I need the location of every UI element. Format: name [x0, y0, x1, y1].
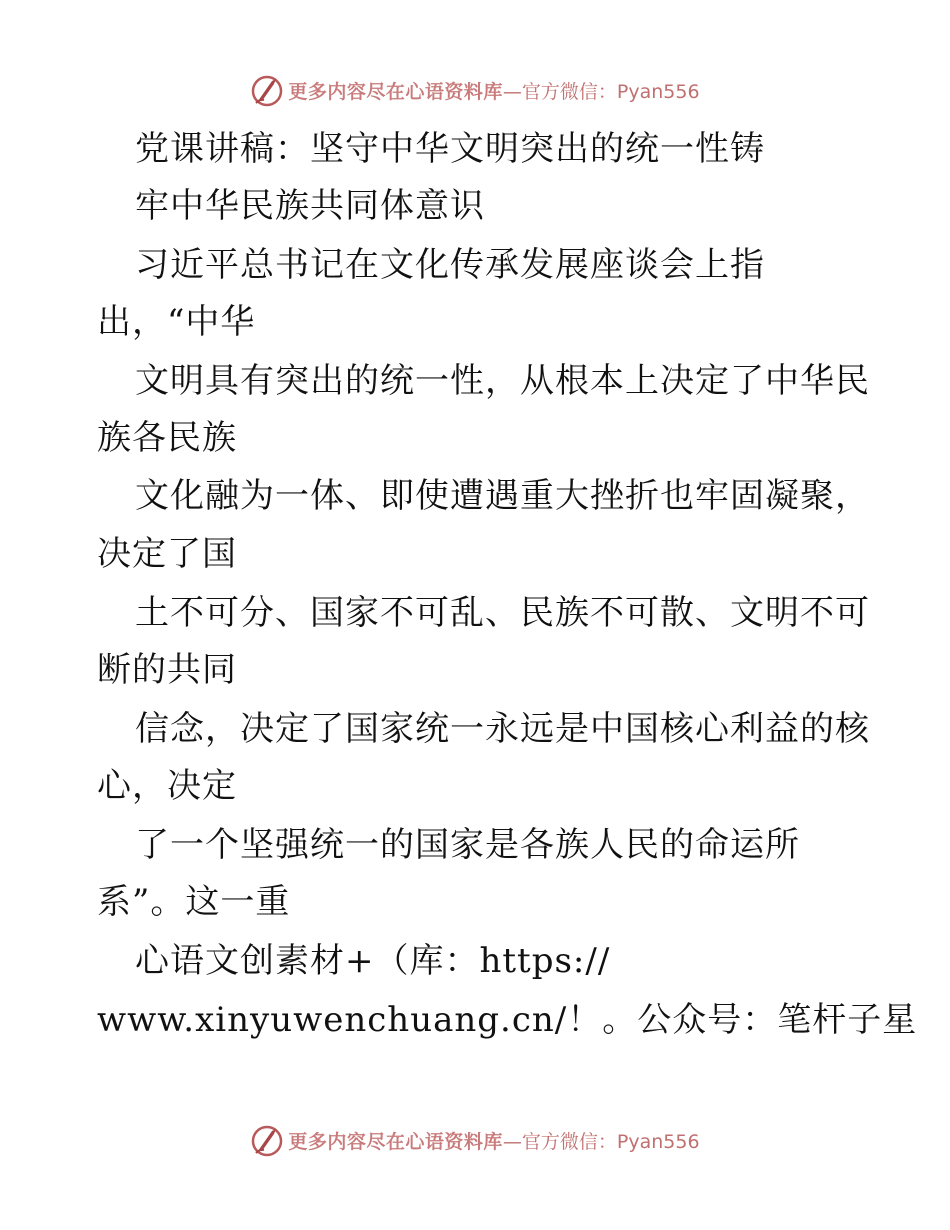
- doc-text-line: 族各民族: [97, 418, 237, 458]
- footer-watermark: [0, 1120, 950, 1160]
- doc-text-line: 习近平总书记在文化传承发展座谈会上指: [135, 245, 765, 285]
- watermark-main-text: 更多内容尽在心语资料库: [288, 80, 503, 103]
- doc-text-line: 了一个坚强统一的国家是各族人民的命运所: [135, 825, 800, 865]
- quill-pen-logo-icon: [250, 1123, 284, 1157]
- watermark-contact-text: —官方微信：Pyan556: [502, 1130, 700, 1153]
- doc-text-line: 系”。这一重: [97, 882, 291, 922]
- doc-text-line: 决定了国: [97, 534, 237, 574]
- doc-text-line: 出，“中华: [97, 302, 256, 342]
- doc-text-line: www.xinyuwenchuang.cn/！。公众号：笔杆子星: [97, 1000, 918, 1040]
- watermark-main-text: 更多内容尽在心语资料库: [288, 1130, 503, 1153]
- doc-text-line: 文明具有突出的统一性，从根本上决定了中华民: [135, 361, 870, 401]
- doc-title-line-1: 党课讲稿：坚守中华文明突出的统一性铸: [135, 129, 765, 169]
- header-watermark: [0, 70, 950, 110]
- doc-text-line: 土不可分、国家不可乱、民族不可散、文明不可: [135, 593, 870, 633]
- doc-text-line: 心语文创素材+（库：https://: [135, 941, 611, 981]
- doc-text-line: 断的共同: [97, 650, 237, 690]
- watermark-contact-text: —官方微信：Pyan556: [502, 80, 700, 103]
- doc-text-line: 心，决定: [97, 766, 237, 806]
- doc-text-line: 文化融为一体、即使遭遇重大挫折也牢固凝聚，: [135, 476, 870, 516]
- doc-text-line: 信念，决定了国家统一永远是中国核心利益的核: [135, 709, 870, 749]
- doc-title-line-2: 牢中华民族共同体意识: [135, 186, 485, 226]
- quill-pen-logo-icon: [250, 73, 284, 107]
